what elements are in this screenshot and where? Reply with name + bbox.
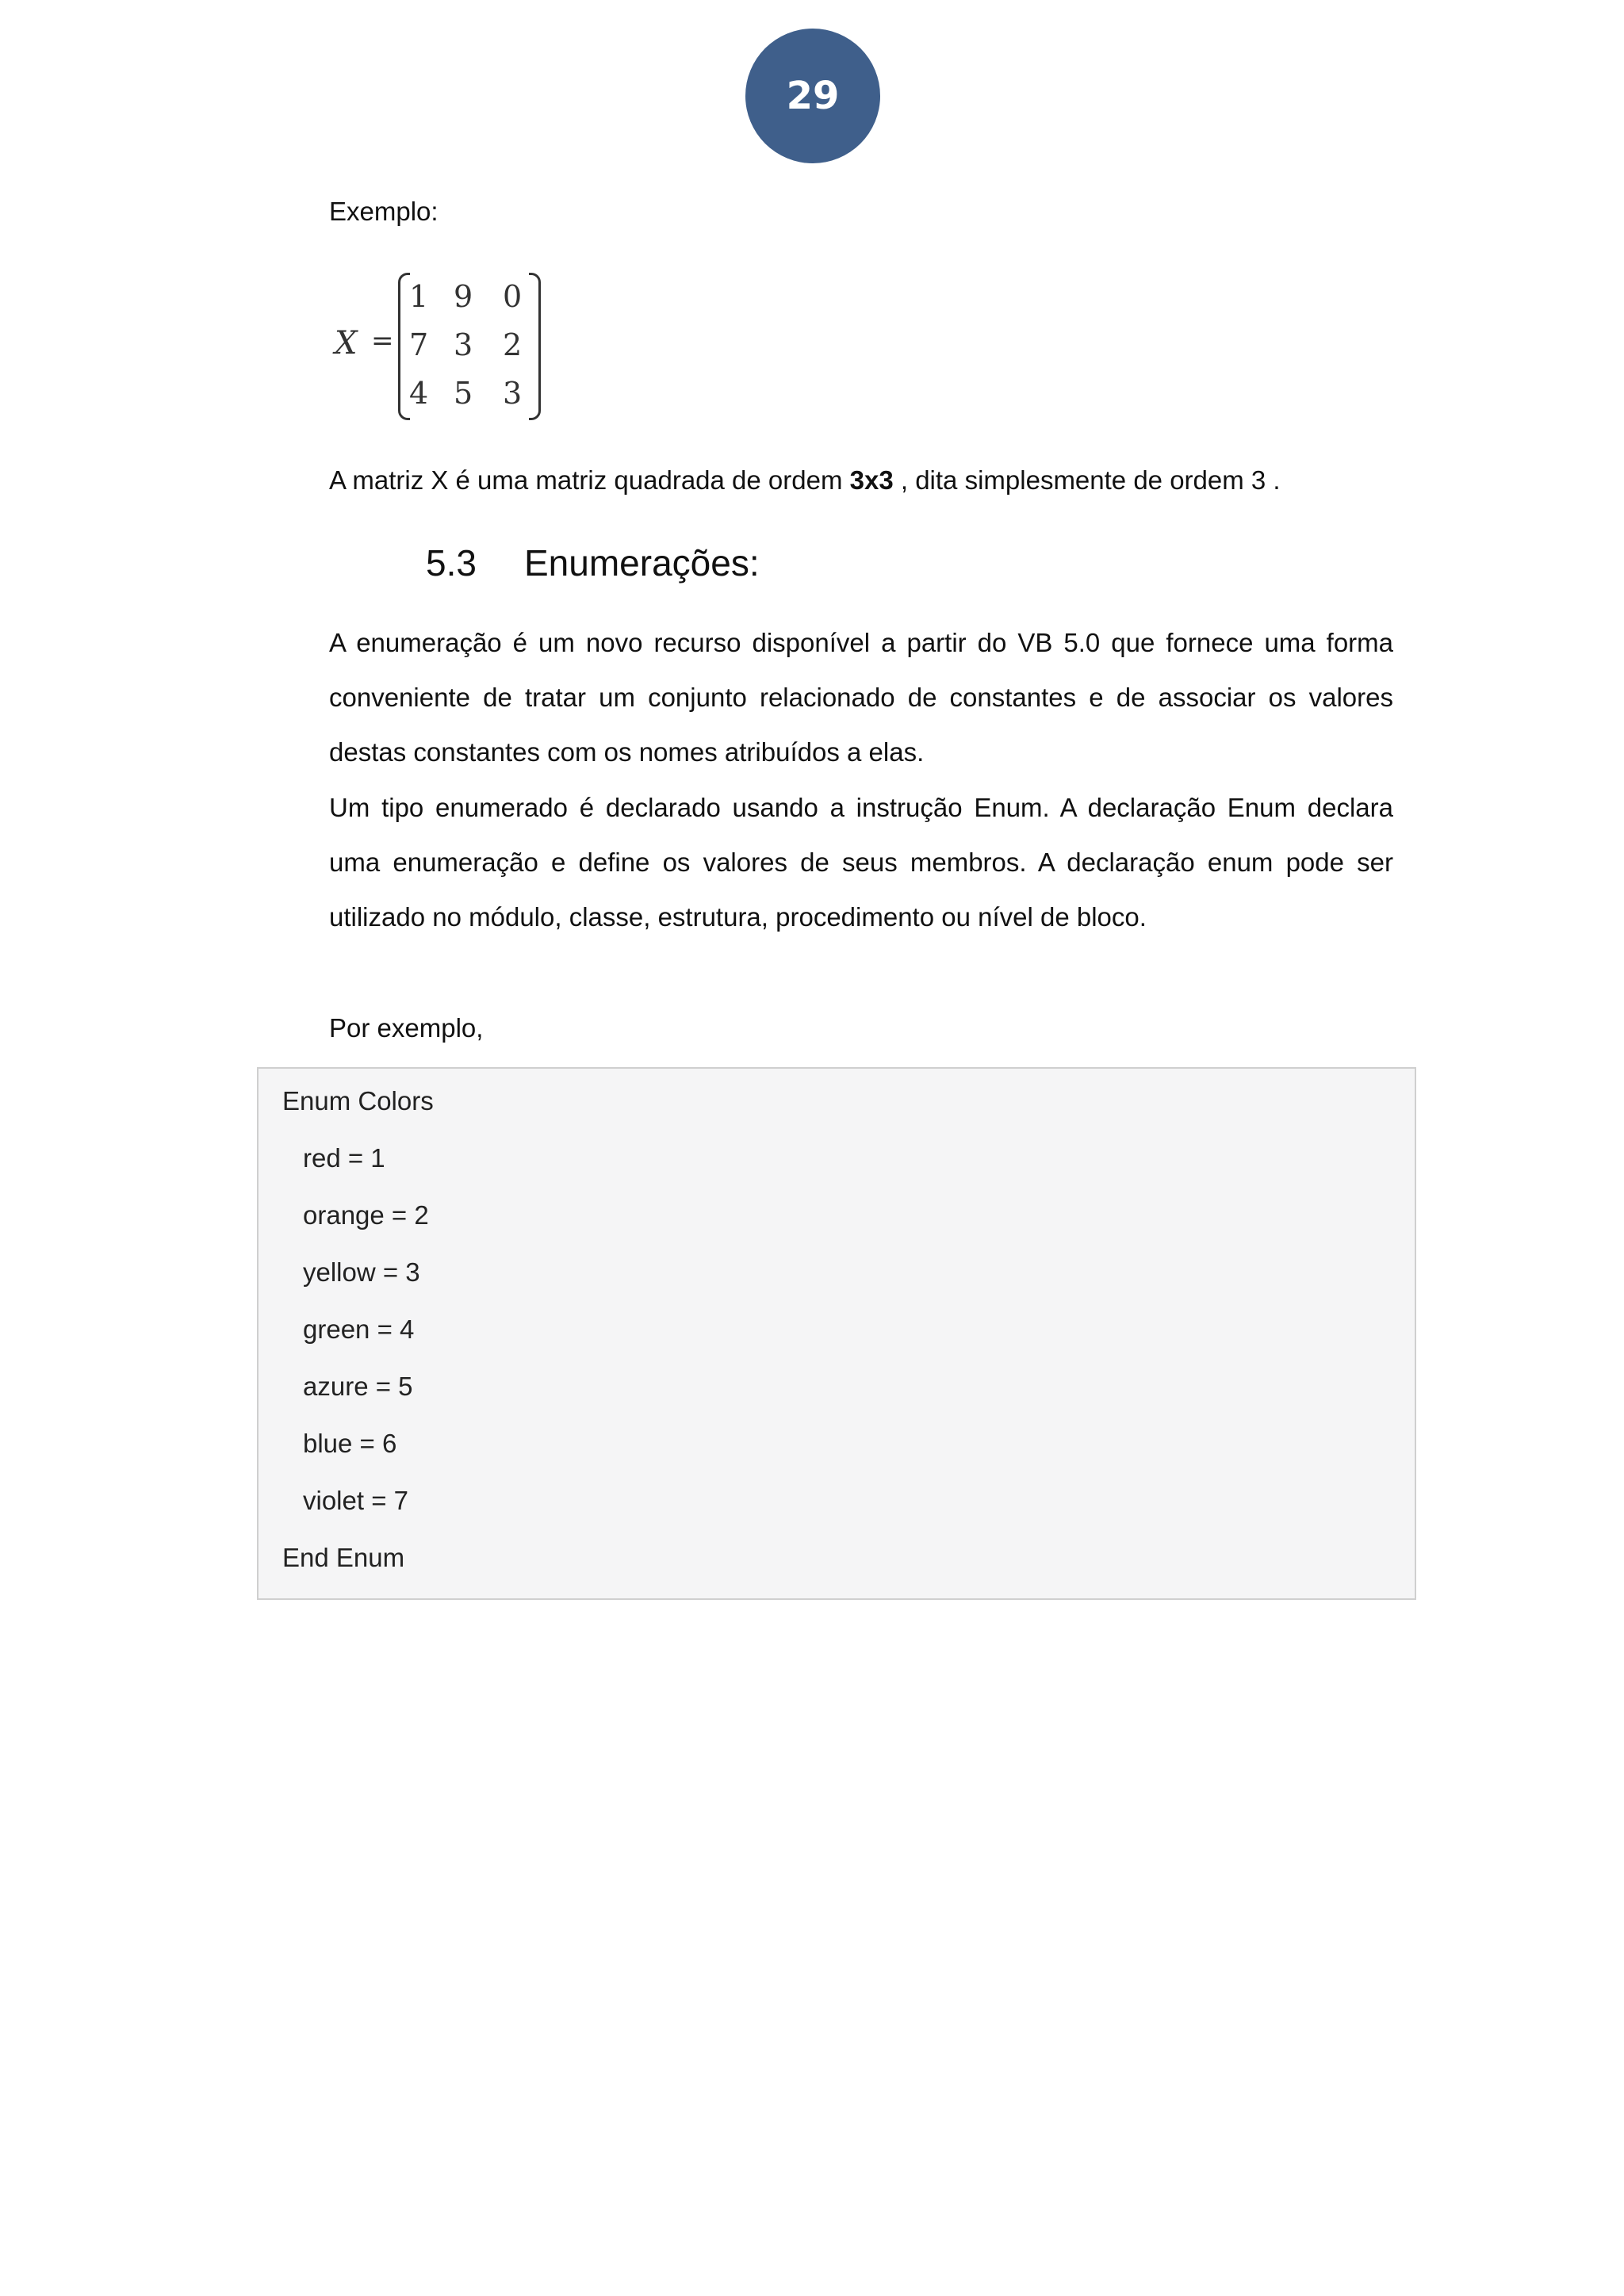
section-number: 5.3 [426, 542, 477, 584]
matrix-cell: 2 [503, 327, 523, 362]
code-line: azure = 5 [303, 1372, 413, 1401]
code-line: orange = 2 [303, 1200, 429, 1230]
matrix-sentence-after: , dita simplesmente de ordem 3 . [893, 465, 1281, 495]
matrix-cell: 4 [409, 376, 429, 411]
page-number-badge: 29 [745, 29, 880, 163]
matrix-cell: 5 [454, 376, 473, 411]
matrix-x [333, 273, 547, 419]
example-intro: Por exemplo, [329, 1013, 484, 1043]
section-title: Enumerações: [524, 542, 760, 584]
code-line: red = 1 [303, 1143, 385, 1173]
matrix-cell: 7 [409, 327, 429, 362]
matrix-left-bracket [398, 273, 410, 420]
matrix-right-bracket [529, 273, 541, 420]
matrix-sentence-before: A matriz X é uma matriz quadrada de ordem [329, 465, 850, 495]
code-line: violet = 7 [303, 1486, 408, 1515]
matrix-cell: 0 [503, 279, 523, 314]
matrix-variable: X [335, 325, 358, 362]
matrix-cell: 9 [454, 279, 473, 314]
paragraph-enum-declaration: Um tipo enumerado é declarado usando a instrução Enum. A declaração Enum declara uma enumeração e define os valores de seus membros. A declaração enum pode ser utilizado no módulo, classe, estrutura, procedimento ou nível de bloco. [329, 793, 1393, 932]
example-label: Exemplo: [329, 197, 439, 226]
matrix-equals: = [371, 325, 394, 357]
matrix-grid [409, 279, 536, 424]
code-line: blue = 6 [303, 1429, 397, 1458]
matrix-cell: 3 [503, 376, 523, 411]
paragraph-enum-intro: A enumeração é um novo recurso disponível a partir do VB 5.0 que fornece uma forma conveniente de tratar um conjunto relacionado de constantes e de associar os valores destas constantes com os nomes atribuídos a elas. [329, 628, 1393, 767]
matrix-sentence [329, 453, 1281, 507]
matrix-cell: 3 [454, 327, 473, 362]
code-line: green = 4 [303, 1314, 415, 1344]
matrix-cell: 1 [409, 279, 429, 314]
matrix-order-bold: 3x3 [849, 465, 894, 495]
code-line: End Enum [282, 1543, 405, 1572]
code-block [257, 1067, 1416, 1600]
section-heading [426, 535, 760, 591]
code-line: yellow = 3 [303, 1257, 420, 1287]
code-line: Enum Colors [282, 1086, 434, 1115]
